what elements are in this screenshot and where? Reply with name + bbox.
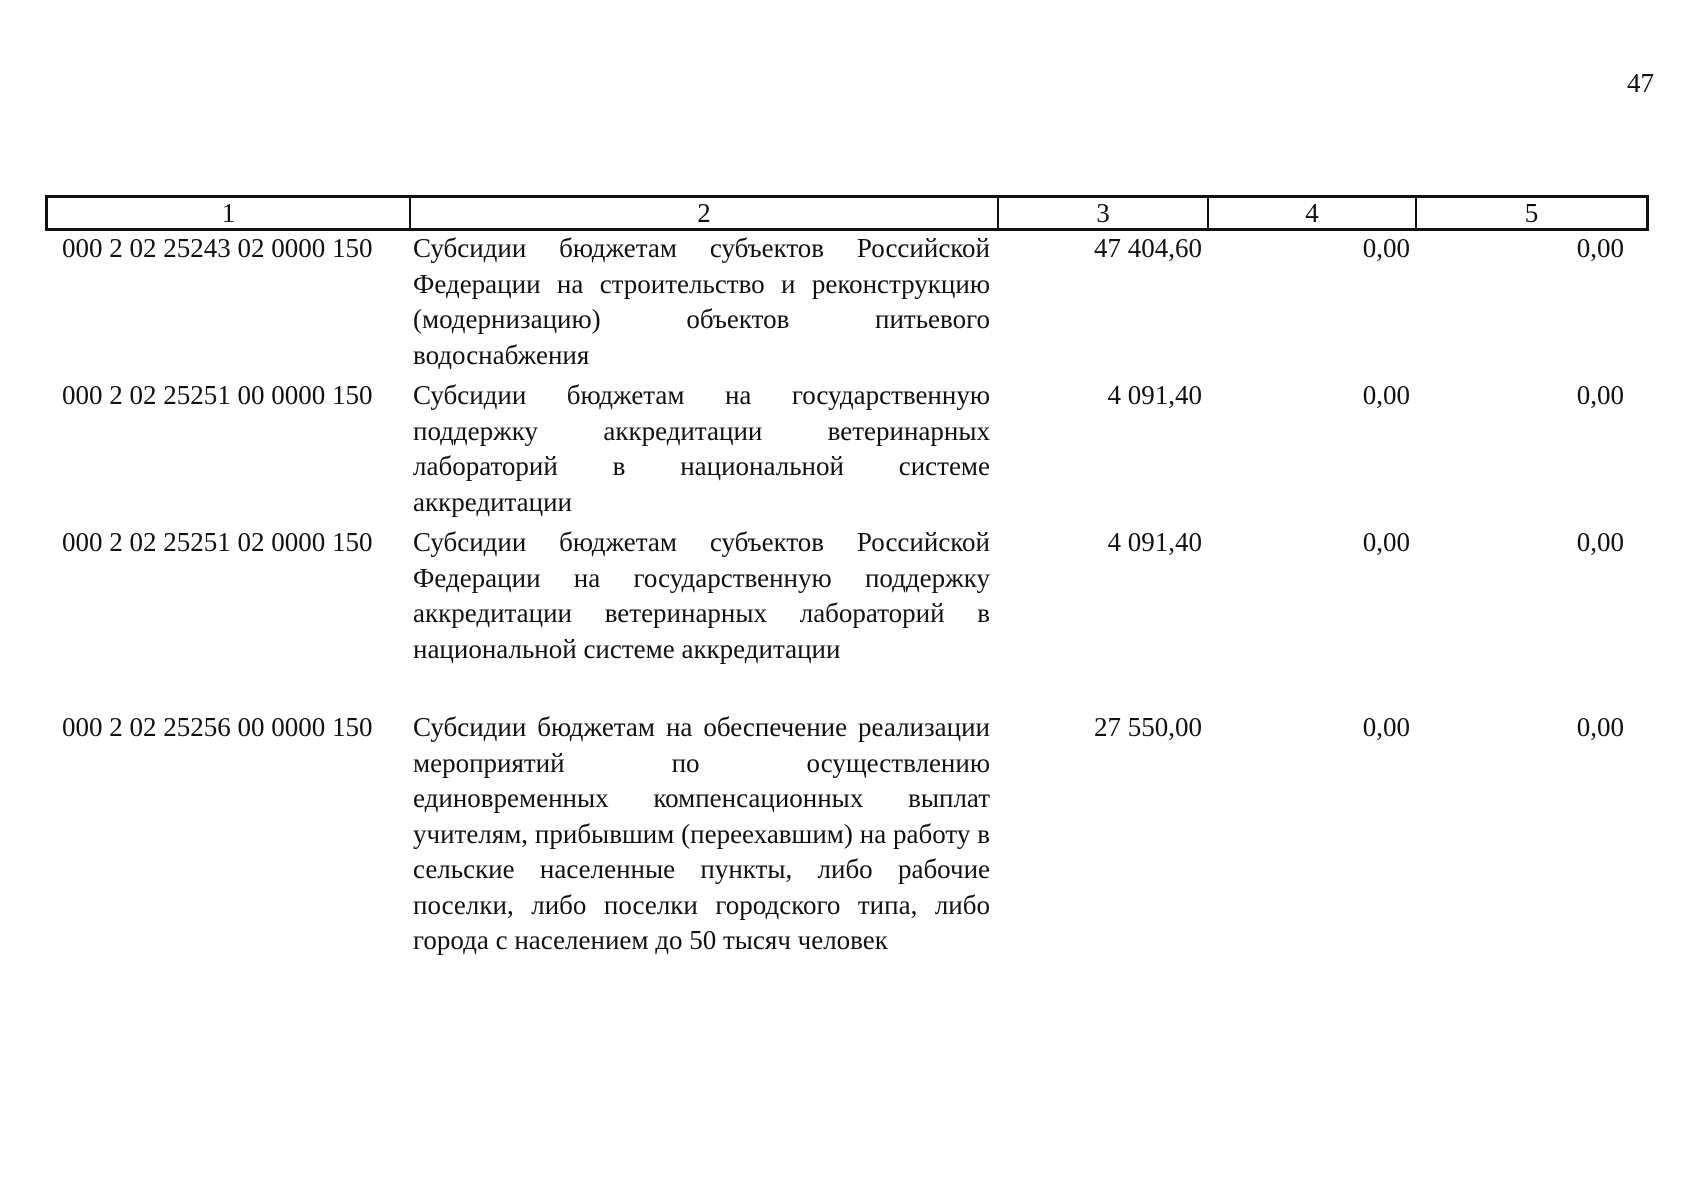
amount-col-5: 0,00: [1576, 380, 1624, 410]
budget-table: [45, 195, 1649, 1010]
header-col-5: 5: [1524, 197, 1539, 228]
income-name: Субсидии бюджетам на обеспечение реализации мероприятий по осуществлению единовременных компенсационных выплат учителям, прибывшим (переехавшим) на работу в сельские населенные пункты, либо рабочие поселки, либо поселки городского типа, либо города с населением до 50 тысяч человек: [413, 712, 990, 955]
header-col-3: 3: [999, 198, 1209, 228]
income-name: Субсидии бюджетам на государственную поддержку аккредитации ветеринарных лабораторий в национальной системе аккредитации: [413, 380, 990, 517]
income-name: Субсидии бюджетам субъектов Российской Федерации на строительство и реконструкцию (модернизацию) объектов питьевого водоснабжения: [413, 233, 990, 370]
amount-col-4: 0,00: [1362, 527, 1410, 557]
page-number: 47: [1627, 68, 1654, 98]
income-name: Субсидии бюджетам субъектов Российской Федерации на государственную поддержку аккредитации ветеринарных лабораторий в национальной системе аккредитации: [413, 527, 990, 664]
table-row: [45, 710, 1649, 1010]
header-col-4: 4: [1209, 198, 1417, 228]
header-col-1: 1: [48, 198, 411, 228]
budget-code: 000 2 02 25251 02 0000 150: [62, 527, 373, 557]
amount-col-5: 0,00: [1576, 712, 1624, 742]
amount-col-3: 27 550,00: [1094, 712, 1202, 742]
amount-col-3: 4 091,40: [1107, 527, 1202, 557]
amount-col-5: 0,00: [1576, 233, 1624, 263]
budget-code: 000 2 02 25256 00 0000 150: [62, 712, 373, 742]
header-col-2: 2: [411, 198, 999, 228]
amount-col-4: 0,00: [1362, 380, 1410, 410]
amount-col-5: 0,00: [1576, 527, 1624, 557]
budget-code: 000 2 02 25243 02 0000 150: [62, 233, 373, 263]
amount-col-4: 0,00: [1362, 712, 1410, 742]
table-row: [45, 231, 1649, 378]
amount-col-4: 0,00: [1362, 233, 1410, 263]
table-header-row: [45, 195, 1649, 231]
amount-col-3: 4 091,40: [1107, 380, 1202, 410]
budget-code: 000 2 02 25251 00 0000 150: [62, 380, 373, 410]
amount-col-3: 47 404,60: [1094, 233, 1202, 263]
table-row: [45, 378, 1649, 525]
table-row: [45, 525, 1649, 710]
